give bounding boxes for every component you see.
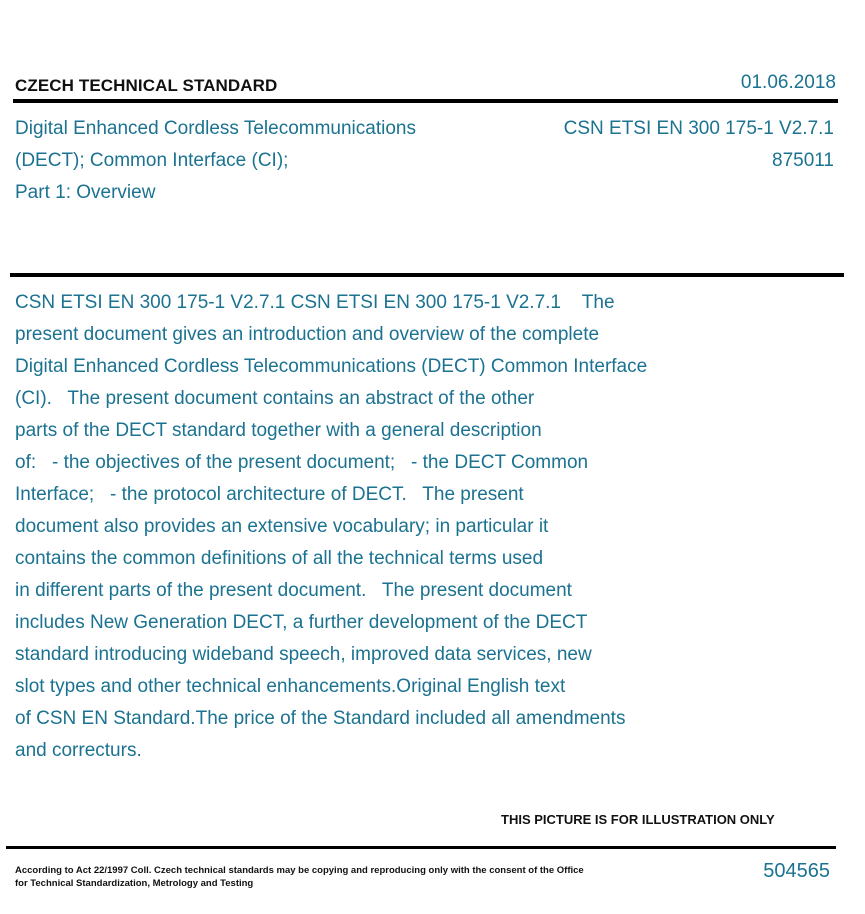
standard-type-heading: CZECH TECHNICAL STANDARD <box>15 76 278 95</box>
abstract-line: slot types and other technical enhancements.Original English text <box>15 676 566 697</box>
header-divider <box>13 99 838 103</box>
abstract-line: present document gives an introduction and overview of the complete <box>15 324 600 345</box>
class-number: 875011 <box>772 150 834 171</box>
abstract-line: document also provides an extensive vocabulary; in particular it <box>15 516 549 537</box>
publication-date: 01.06.2018 <box>740 72 836 93</box>
legal-notice-line: According to Act 22/1997 Coll. Czech technical standards may be copying and reproducing only with the consent of the Office <box>15 865 584 876</box>
abstract-line: standard introducing wideband speech, improved data services, new <box>15 644 592 665</box>
abstract-line: contains the common definitions of all the technical terms used <box>15 548 544 569</box>
abstract-line: (CI). The present document contains an abstract of the other <box>15 388 535 409</box>
abstract-line: includes New Generation DECT, a further development of the DECT <box>15 612 588 633</box>
title-divider <box>10 273 844 277</box>
legal-notice-line: for Technical Standardization, Metrology and Testing <box>15 878 254 889</box>
abstract-line: CSN ETSI EN 300 175-1 V2.7.1 CSN ETSI EN 300 175-1 V2.7.1 The <box>15 292 615 313</box>
abstract-line: and correcturs. <box>15 740 142 761</box>
document-title <box>15 113 416 209</box>
abstract-line: of CSN EN Standard.The price of the Standard included all amendments <box>15 708 626 729</box>
abstract-line: Interface; - the protocol architecture of DECT. The present <box>15 484 524 505</box>
abstract-line: Digital Enhanced Cordless Telecommunications (DECT) Common Interface <box>15 356 648 377</box>
footer-divider <box>6 846 836 849</box>
legal-notice <box>15 864 584 890</box>
catalog-number: 504565 <box>763 860 830 882</box>
abstract-line: of: - the objectives of the present document; - the DECT Common <box>15 452 589 473</box>
abstract-line: in different parts of the present document. The present document <box>15 580 572 601</box>
document-title-line: Part 1: Overview <box>15 182 156 203</box>
abstract-line: parts of the DECT standard together with a general description <box>15 420 542 441</box>
document-identifiers <box>564 113 834 177</box>
illustration-disclaimer: THIS PICTURE IS FOR ILLUSTRATION ONLY <box>501 812 775 827</box>
document-title-line: Digital Enhanced Cordless Telecommunications <box>15 118 416 139</box>
standard-code: CSN ETSI EN 300 175-1 V2.7.1 <box>563 118 834 139</box>
document-title-line: (DECT); Common Interface (CI); <box>15 150 289 171</box>
abstract-text <box>15 287 647 767</box>
